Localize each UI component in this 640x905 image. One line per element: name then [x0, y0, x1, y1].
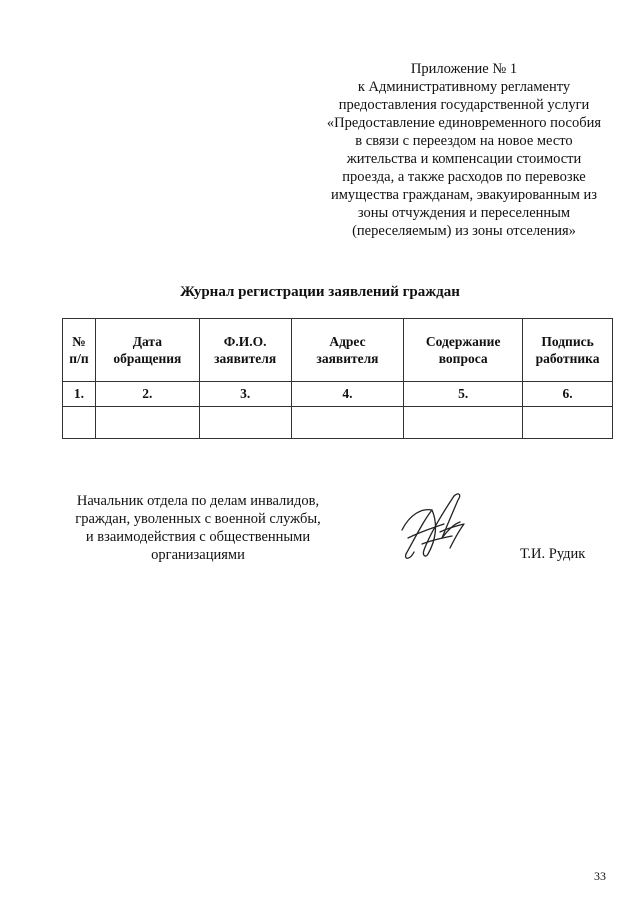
appendix-line: проезда, а также расходов по перевозке — [342, 169, 586, 185]
empty-cell — [404, 407, 523, 439]
page-number: 33 — [594, 869, 606, 883]
table-header-row — [63, 319, 613, 382]
column-number-cell: 3. — [199, 382, 291, 407]
signer-position-line: и взаимодействия с общественными — [85, 529, 311, 545]
appendix-line: к Административному регламенту — [357, 79, 571, 95]
appendix-line: в связи с переездом на новое место — [355, 133, 573, 149]
header-cell-content: Содержание вопроса — [404, 319, 523, 382]
column-number-cell: 6. — [523, 382, 613, 407]
header-cell-name: Ф.И.О. заявителя — [199, 319, 291, 382]
table-row-numbers — [63, 382, 613, 407]
empty-cell — [199, 407, 291, 439]
empty-cell — [63, 407, 96, 439]
handwritten-signature — [392, 484, 476, 568]
column-number-cell: 5. — [404, 382, 523, 407]
column-number-cell: 1. — [63, 382, 96, 407]
appendix-line: (переселяемым) из зоны отселения» — [352, 223, 576, 239]
signer-position-line: граждан, уволенных с военной службы, — [75, 511, 321, 527]
journal-table — [62, 318, 613, 439]
empty-cell — [523, 407, 613, 439]
appendix-line: «Предоставление единовременного пособия — [326, 115, 602, 131]
empty-cell — [291, 407, 404, 439]
appendix-line: Приложение № 1 — [410, 61, 518, 77]
signer-position-line: Начальник отдела по делам инвалидов, — [76, 493, 320, 509]
appendix-line: имущества гражданам, эвакуированным из — [330, 187, 598, 203]
signer-position — [60, 492, 336, 564]
header-cell-address: Адрес заявителя — [291, 319, 404, 382]
journal-title: Журнал регистрации заявлений граждан — [180, 284, 460, 300]
signer-name: Т.И. Рудик — [520, 546, 586, 562]
appendix-line: предоставления государственной услуги — [338, 97, 590, 113]
table-row-empty — [63, 407, 613, 439]
appendix-line: жительства и компенсации стоимости — [346, 151, 582, 167]
signer-position-line: организациями — [151, 547, 245, 563]
column-number-cell: 2. — [95, 382, 199, 407]
appendix-line: зоны отчуждения и переселенным — [357, 205, 571, 221]
column-number-cell: 4. — [291, 382, 404, 407]
header-cell-signature: Подпись работника — [523, 319, 613, 382]
header-cell-number: № п/п — [63, 319, 96, 382]
header-cell-date: Дата обращения — [95, 319, 199, 382]
empty-cell — [95, 407, 199, 439]
appendix-block — [318, 60, 610, 240]
